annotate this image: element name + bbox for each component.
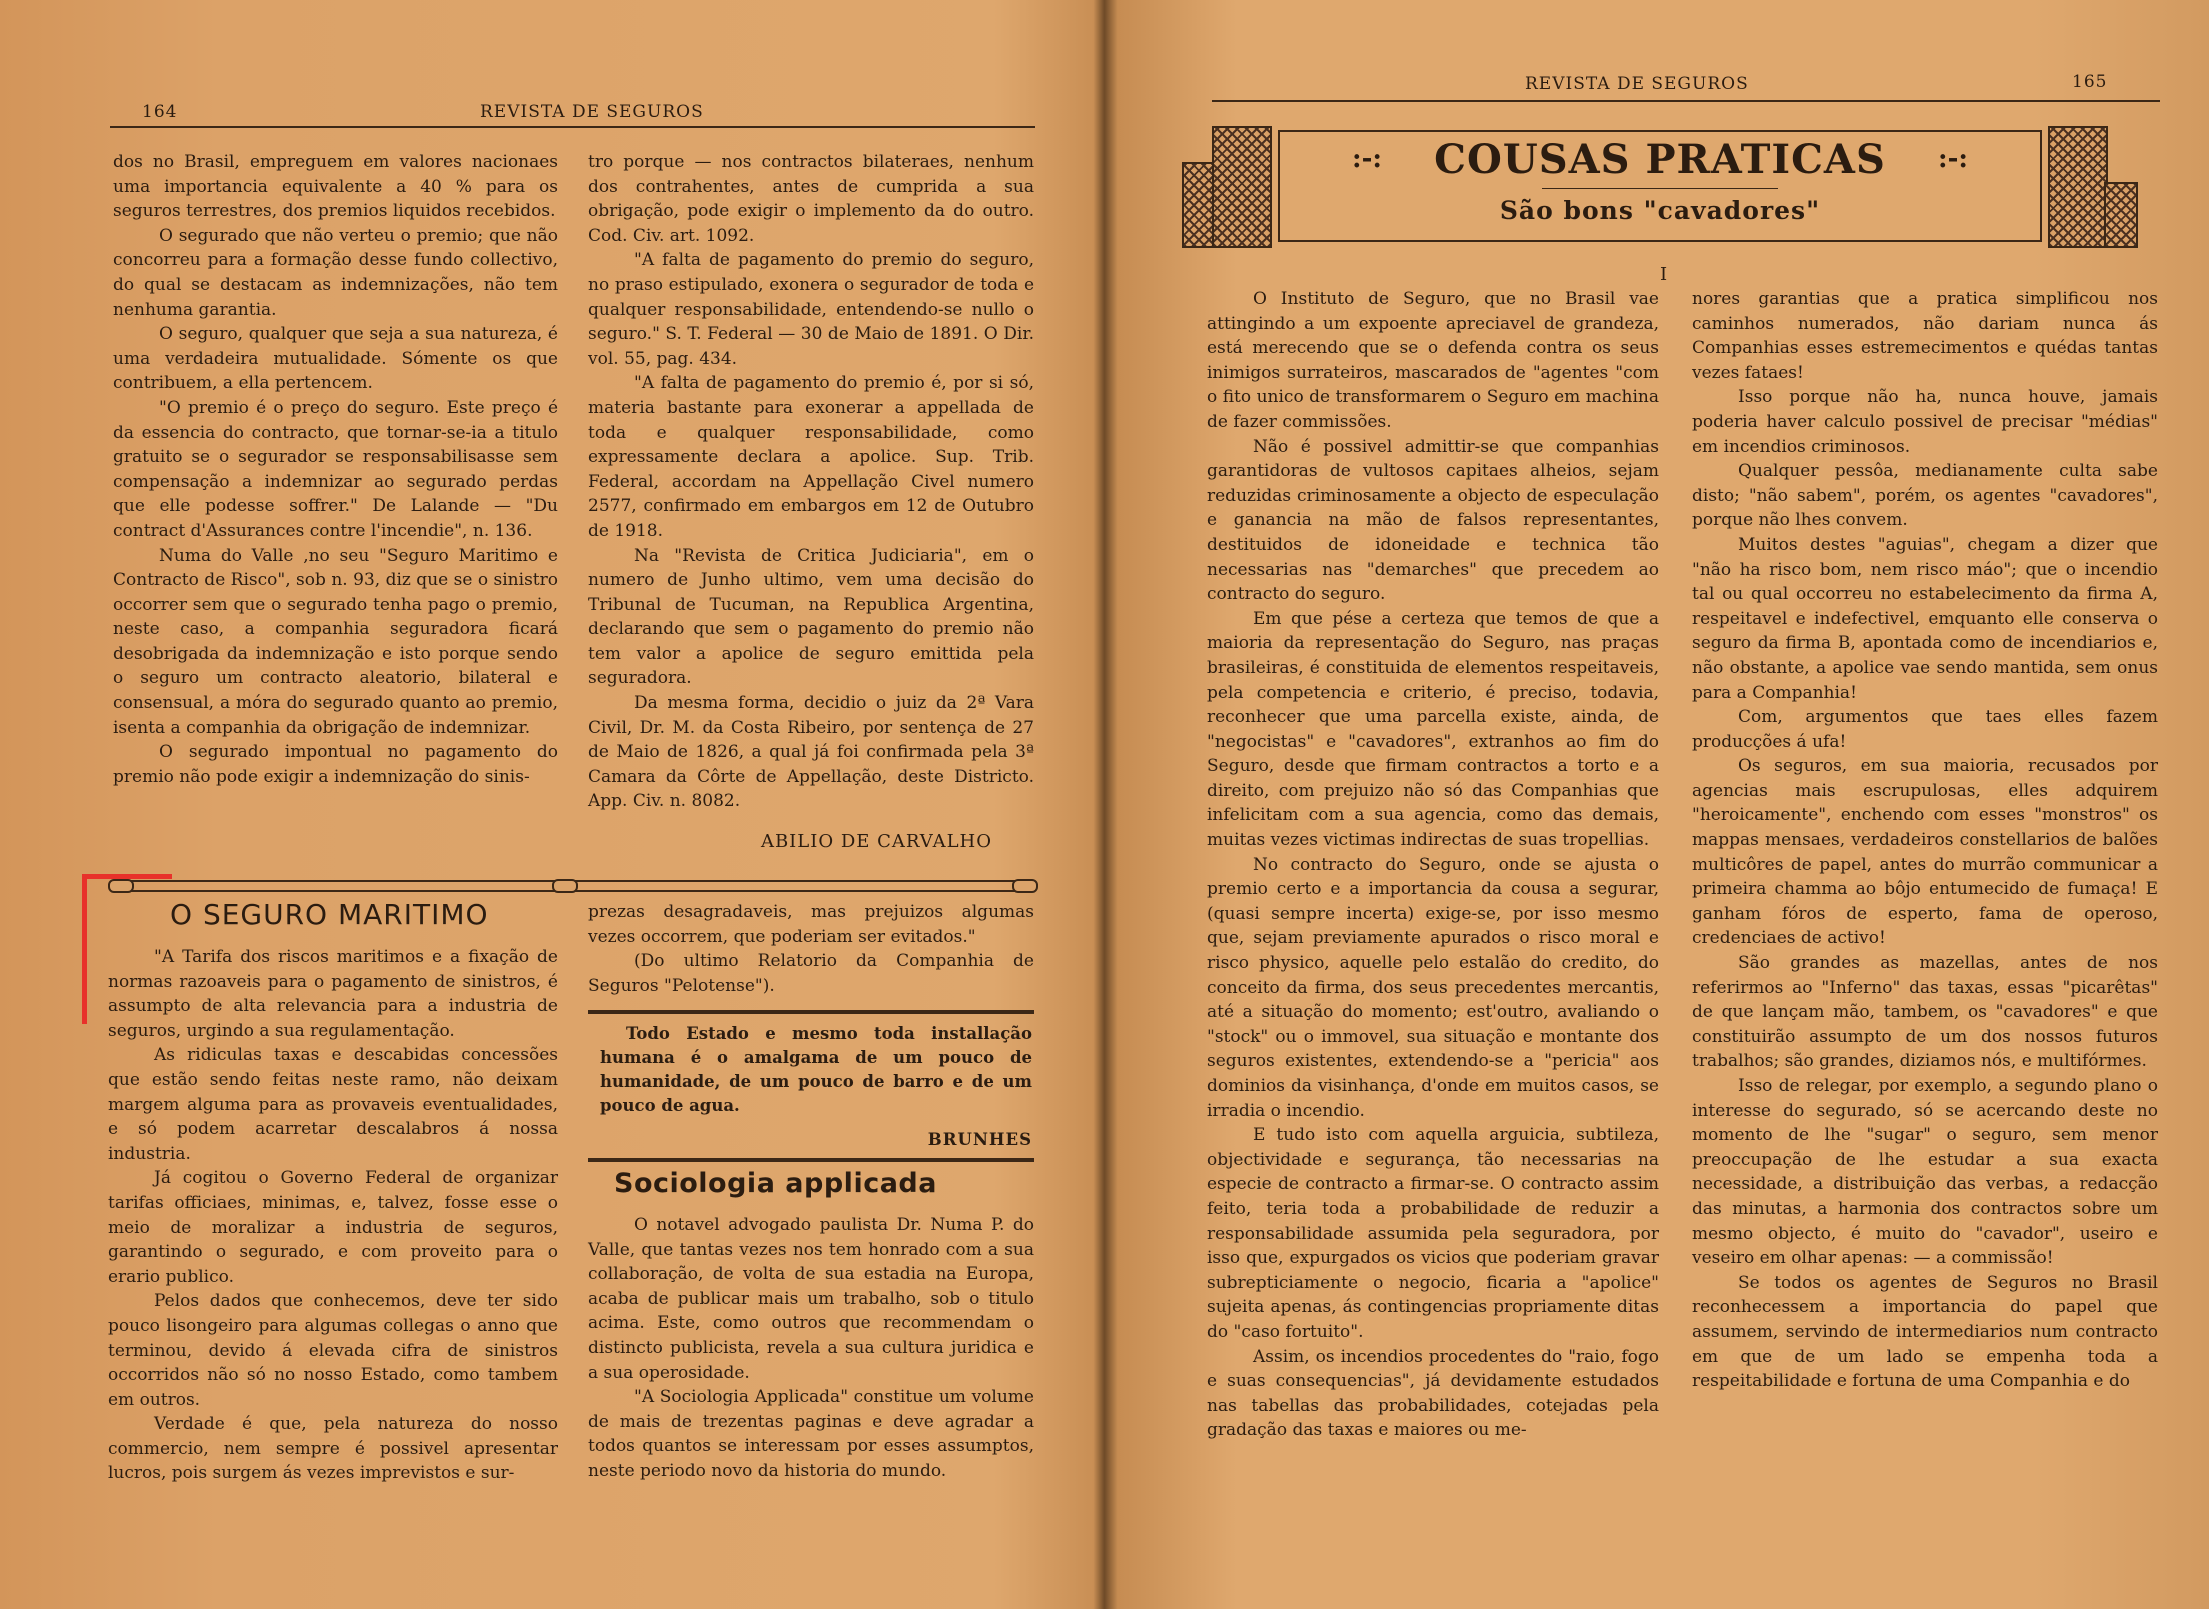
- quote-top-rule: [588, 1010, 1034, 1014]
- paragraph: São grandes as mazellas, antes de nos referirmos ao "Inferno" das taxas, essas "picarêtas" de que lançam mão, tambem, os "cavadores" e que constituirão assumpto de um dos nossos futuros trabalhos; são grandes, diziamos nós, e multifórmes.: [1692, 953, 2158, 1072]
- red-pen-mark: [82, 874, 87, 1024]
- article-signature: ABILIO DE CARVALHO: [760, 831, 992, 853]
- paragraph: nores garantias que a pratica simplificou nos caminhos numerados, não dariam nunca ás Companhias esses estremecimentos e quédas tantas vezes fataes!: [1692, 289, 2158, 383]
- paragraph: O seguro, qualquer que seja a sua natureza, é uma verdadeira mutualidade. Sómente os que contribuem, a ella pertencem.: [113, 324, 558, 394]
- title-banner: [1182, 126, 2138, 246]
- paragraph: O segurado que não verteu o premio; que não concorreu para a formação desse fundo collectivo, do qual se destacam as indemnizações, não tem nenhuma garantia.: [113, 225, 558, 320]
- paragraph: Com, argumentos que taes elles fazem producções á ufa!: [1692, 707, 2158, 752]
- ornament-right: :-:: [1938, 144, 1968, 174]
- paragraph: "A Tarifa dos riscos maritimos e a fixação de normas razoaveis para o pagamento de sinistros, é assumpto de alta relevancia para a industria de seguros, urgindo a sua regulamentação.: [108, 947, 558, 1041]
- paragraph: O notavel advogado paulista Dr. Numa P. do Valle, que tantas vezes nos tem honrado com a sua collaboração, de volta de sua estadia na Europa, acaba de publicar mais um trabalho, sob o titulo acima. Este, como outros que recommendam o distincto publicista, revela a sua cultura juridica e a sua operosidade.: [588, 1215, 1034, 1383]
- left-column-1: [113, 150, 558, 789]
- paragraph: Assim, os incendios procedentes do "raio, fogo e suas consequencias", já devidamente estudados nas tabellas das probabilidades, cotejadas pela gradação das taxas e maiores ou me-: [1207, 1346, 1659, 1441]
- paragraph: As ridiculas taxas e descabidas concessões que estão sendo feitas neste ramo, não deixam margem alguma para as provaveis eventualidades, e só podem acarretar descalabros á nossa industria.: [108, 1045, 558, 1164]
- chain-ring-ornament: [108, 879, 134, 893]
- right-column-1: [1207, 287, 1659, 1443]
- section-number: I: [1660, 264, 1668, 285]
- quote-text: Todo Estado e mesmo toda installação humana é o amalgama de um pouco de humanidade, de um pouco de barro e de um pouco de agua.: [600, 1024, 1032, 1115]
- chain-ring-ornament: [1012, 879, 1038, 893]
- article-subtitle: São bons "cavadores": [1499, 196, 1821, 225]
- sociologia-title: Sociologia applicada: [614, 1168, 937, 1199]
- paragraph: "A falta de pagamento do premio do seguro, no praso estipulado, exonera o segurador de toda e qualquer responsabilidade, entendendo-se nullo o seguro." S. T. Federal — 30 de Maio de 1891. O Dir. vol. 55, pag. 434.: [588, 250, 1034, 369]
- paragraph: Se todos os agentes de Seguros no Brasil reconhecessem a importancia do papel que assumem, servindo de intermediarios num contracto em que de um lado se empenha toda a respeitabilidade e fortuna de uma Companhia e do: [1692, 1272, 2158, 1392]
- paragraph: tro porque — nos contractos bilateraes, nenhum dos contrahentes, antes de cumprida a sua obrigação, pode exigir o implemento da do outro. Cod. Civ. art. 1092.: [588, 152, 1034, 246]
- article-title: COUSAS PRATICAS: [1434, 136, 1886, 183]
- paragraph: Já cogitou o Governo Federal de organizar tarifas officiaes, minimas, e, talvez, fosse esse o meio de moralizar a industria de seguros, garantindo o segurado, e com proveito para o erario publico.: [108, 1168, 558, 1287]
- paragraph: "A Sociologia Applicada" constitue um volume de mais de trezentas paginas e deve agradar a todos quantos se interessam por esses assumptos, neste periodo novo da historia do mundo.: [588, 1387, 1034, 1481]
- running-head: REVISTA DE SEGUROS: [480, 102, 704, 122]
- right-column-2: [1692, 287, 2158, 1394]
- paragraph: Na "Revista de Critica Judiciaria", em o numero de Junho ultimo, vem uma decisão do Tribunal de Tucuman, na Republica Argentina, declarando que sem o pagamento do premio não tem valor a apolice de seguro emittida pela seguradora.: [588, 545, 1034, 689]
- paragraph: No contracto do Seguro, onde se ajusta o premio certo e a importancia da cousa a segurar, (quasi sempre incerta) exige-se, por isso mesmo que, sejam previamente apurados o risco moral e risco physico, aquelle pelo estalão do credito, do conceito da firma, dos seus precedentes mercantis, até a situação do momento; est'outro, avaliando o "stock" ou o immovel, sua situação e montante dos seguros existentes, extendendo-se a "pericia" aos dominios da visinhança, d'onde em muitos casos, se irradia o incendio.: [1207, 854, 1659, 1121]
- page-number: 165: [2072, 72, 2108, 92]
- paragraph: dos no Brasil, empreguem em valores nacionaes uma importancia equivalente a 40 % para os seguros terrestres, dos premios liquidos recebidos.: [113, 152, 558, 222]
- sociologia-column: [588, 1213, 1034, 1484]
- running-head: REVISTA DE SEGUROS: [1525, 74, 1749, 94]
- quote-author: BRUNHES: [927, 1130, 1032, 1149]
- maritimo-title: O SEGURO MARITIMO: [170, 898, 489, 931]
- title-underline: [1542, 188, 1778, 189]
- paragraph: Em que pése a certeza que temos de que a maioria da representação do Seguro, nas praças brasileiras, é constituida de elementos respeitaveis, pela competencia e criterio, é preciso, todavia, reconhecer que uma parcella existe, ainda, de "negocistas" e "cavadores", extranhos ao fim do Seguro, desde que firmam contractos a torto e a direito, com prejuizo não só das Companhias que infelicitam com a sua agencia, como das demais, muitas vezes victimas indirectas de suas tropellias.: [1207, 608, 1659, 851]
- paragraph: prezas desagradaveis, mas prejuizos algumas vezes occorrem, que poderiam ser evitados.": [588, 902, 1034, 947]
- paragraph: Da mesma forma, decidio o juiz da 2ª Vara Civil, Dr. M. da Costa Ribeiro, por sentença de 27 de Maio de 1826, a qual já foi confirmada pela 3ª Camara da Côrte de Appellação, deste Districto. App. Civ. n. 8082.: [588, 693, 1034, 812]
- paragraph: (Do ultimo Relatorio da Companhia de Seguros "Pelotense").: [588, 951, 1034, 996]
- paragraph: O segurado impontual no pagamento do premio não pode exigir a indemnização do sinis-: [113, 742, 558, 787]
- red-pen-mark: [82, 874, 172, 879]
- paragraph: Isso porque não ha, nunca houve, jamais poderia haver calculo possivel de precisar "médias" em incendios criminosos.: [1692, 387, 2158, 457]
- paragraph: Numa do Valle ,no seu "Seguro Maritimo e Contracto de Risco", sob n. 93, diz que se o sinistro occorrer sem que o segurado tenha pago o premio, neste caso, a companhia seguradora ficará desobrigada da indemnização e isto porque sendo o seguro um contracto aleatorio, bilateral e consensual, a móra do segurado quanto ao premio, isenta a companhia da obrigação de indemnizar.: [113, 545, 558, 738]
- ornament-left: :-:: [1352, 144, 1382, 174]
- header-rule: [1212, 100, 2160, 102]
- paragraph: "A falta de pagamento do premio é, por si só, materia bastante para exonerar a appellada de toda e qualquer responsabilidade, como expressamente declara a apolice. Sup. Trib. Federal, accordam na Appellação Civel numero 2577, confirmado em embargos em 12 de Outubro de 1918.: [588, 373, 1034, 541]
- maritimo-column-1: [108, 945, 558, 1486]
- chain-ring-ornament: [552, 879, 578, 893]
- paragraph: E tudo isto com aquella arguicia, subtileza, objectividade e segurança, tão necessarias na especie de contracto a firmar-se. O contracto assim feito, teria toda a probabilidade de reduzir a responsabilidade assumida pela seguradora, por isso que, expurgados os vicios que poderiam gravar subrepticiamente o negocio, ficaria a "apolice" sujeita apenas, ás contingencias propriamente ditas do "caso fortuito".: [1207, 1125, 1659, 1342]
- paragraph: Muitos destes "aguias", chegam a dizer que "não ha risco bom, nem risco máo"; que o incendio tal ou qual occorreu no estabelecimento da firma A, respeitavel e indefectivel, emquanto elle conserva o seguro da firma B, apontada como de incendiarios e, não obstante, a apolice vae sendo mantida, sem onus para a Companhia!: [1692, 534, 2158, 703]
- page-number: 164: [142, 102, 178, 122]
- paragraph: Os seguros, em sua maioria, recusados por agencias mais escrupulosas, elles adquirem "heroicamente", enchendo com esses "monstros" os mappas mensaes, verdadeiros constellarios de balões multicôres de papel, antes do murrão communicar a primeira chamma ao bôjo entumecido de fumaça! E ganham fóros de esperto, fama de operoso, credenciaes de activo!: [1692, 756, 2158, 949]
- paragraph: Não é possivel admittir-se que companhias garantidoras de vultosos capitaes alheios, sejam reduzidas criminosamente a objecto de especulação e ganancia na mão de falsos representantes, destituidos de idoneidade e technica tão necessarias nas "demarches" que precedem ao contracto do seguro.: [1207, 436, 1659, 605]
- paragraph: Pelos dados que conhecemos, deve ter sido pouco lisongeiro para algumas collegas o anno que terminou, devido á elevada cifra de sinistros occorridos não só no nosso Estado, como tambem em outros.: [108, 1291, 558, 1410]
- paragraph: "O premio é o preço do seguro. Este preço é da essencia do contracto, que tornar-se-ia a titulo gratuito se o segurador se responsabilisasse sem compensação a indemnizar ao segurado perdas que elle podesse soffrer." De Lalande — "Du contract d'Assurances contre l'incendie", n. 136.: [113, 397, 558, 541]
- paragraph: Isso de relegar, por exemplo, a segundo plano o interesse do segurado, só se acercando deste no momento de lhe "sugar" o seguro, sem menor preoccupação de lhe estudar a sua exacta necessidade, a distribuição das verbas, a redacção das minutas, a harmonia dos contractos sobre um mesmo objecto, é muito do "cavador", useiro e veseiro em olhar apenas: — a commissão!: [1692, 1076, 2158, 1269]
- paragraph: Verdade é que, pela natureza do nosso commercio, nem sempre é possivel apresentar lucros, pois surgem ás vezes imprevistos e sur-: [108, 1414, 558, 1484]
- quote-bottom-rule: [588, 1158, 1034, 1162]
- left-column-2: [588, 150, 1034, 855]
- header-rule: [110, 126, 1035, 128]
- maritimo-column-2: [588, 900, 1034, 998]
- paragraph: Qualquer pessôa, medianamente culta sabe disto; "não sabem", porém, os agentes "cavadores", porque não lhes convem.: [1692, 461, 2158, 531]
- quote-box: [600, 1022, 1032, 1152]
- paragraph: O Instituto de Seguro, que no Brasil vae attingindo a um expoente apreciavel de grandeza, está merecendo que se o defenda contra os seus inimigos surrateiros, mascarados de "agentes "com o fito unico de transformarem o Seguro em machina de fazer commissões.: [1207, 289, 1659, 432]
